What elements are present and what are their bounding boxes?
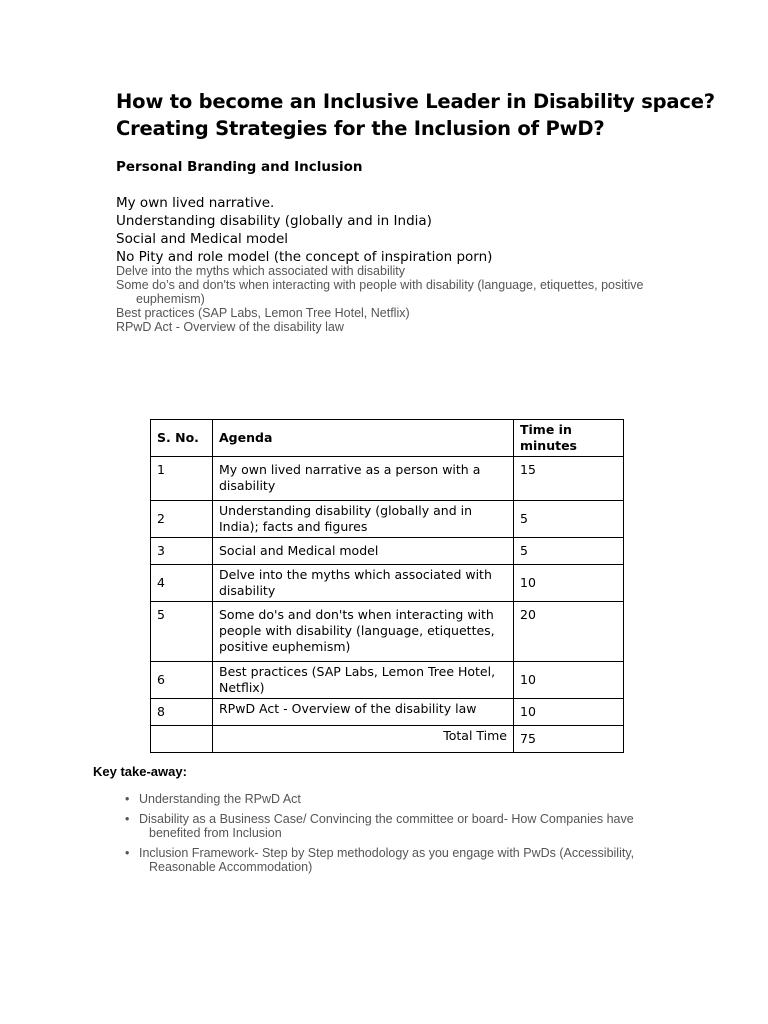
agenda-cell: RPwD Act - Overview of the disability law bbox=[213, 699, 514, 726]
time-cell: 10 bbox=[514, 662, 624, 699]
time-cell: 10 bbox=[514, 565, 624, 602]
table-row bbox=[151, 457, 624, 501]
agenda-table bbox=[150, 419, 624, 753]
serial-cell: 2 bbox=[151, 501, 213, 538]
takeaway-text: Understanding the RPwD Act bbox=[139, 792, 301, 806]
topic-sub-item: Best practices (SAP Labs, Lemon Tree Hotel, Netflix) bbox=[116, 306, 410, 320]
table-row bbox=[151, 538, 624, 565]
takeaway-item bbox=[125, 792, 685, 806]
takeaway-item bbox=[125, 812, 685, 840]
takeaway-item bbox=[125, 846, 685, 874]
topic-item: No Pity and role model (the concept of inspiration porn) bbox=[116, 249, 493, 265]
serial-cell: 3 bbox=[151, 538, 213, 565]
takeaway-text: Disability as a Business Case/ Convincing the committee or board- How Companies have benefited from Inclusion bbox=[139, 812, 634, 840]
table-row bbox=[151, 501, 624, 538]
table-row bbox=[151, 565, 624, 602]
header-serial-no: S. No. bbox=[151, 420, 213, 457]
topics-main-list bbox=[116, 194, 492, 266]
agenda-cell: Delve into the myths which associated with disability bbox=[213, 565, 514, 602]
table-row bbox=[151, 602, 624, 662]
bullet-icon: • bbox=[125, 846, 130, 860]
topics-sub-list bbox=[116, 264, 676, 334]
topic-sub-item: Some do’s and don'ts when interacting with people with disability (language, etiquettes, positive euphemism) bbox=[116, 278, 644, 306]
takeaway-list bbox=[125, 792, 685, 880]
time-cell: 20 bbox=[514, 602, 624, 662]
table-header-row bbox=[151, 420, 624, 457]
table-total-row bbox=[151, 726, 624, 753]
topic-sub-item: Delve into the myths which associated with disability bbox=[116, 264, 406, 278]
total-label: Total Time bbox=[213, 726, 514, 753]
title-line-1: How to become an Inclusive Leader in Disability space? bbox=[116, 90, 715, 113]
agenda-cell: Some do's and don'ts when interacting with people with disability (language, etiquettes, positive euphemism) bbox=[213, 602, 514, 662]
table-row bbox=[151, 699, 624, 726]
title-line-2: Creating Strategies for the Inclusion of PwD? bbox=[116, 117, 605, 140]
topic-item: My own lived narrative. bbox=[116, 195, 275, 211]
time-cell: 5 bbox=[514, 538, 624, 565]
topic-item: Social and Medical model bbox=[116, 231, 289, 247]
total-value: 75 bbox=[514, 726, 624, 753]
serial-cell: 6 bbox=[151, 662, 213, 699]
serial-cell: 5 bbox=[151, 602, 213, 662]
header-agenda: Agenda bbox=[213, 420, 514, 457]
header-time: Time in minutes bbox=[514, 420, 624, 457]
serial-cell: 1 bbox=[151, 457, 213, 501]
takeaway-heading: Key take-away: bbox=[93, 764, 187, 779]
table-row bbox=[151, 662, 624, 699]
bullet-icon: • bbox=[125, 792, 130, 806]
time-cell: 10 bbox=[514, 699, 624, 726]
topic-sub-item: RPwD Act - Overview of the disability law bbox=[116, 320, 344, 334]
agenda-cell: My own lived narrative as a person with a disability bbox=[213, 457, 514, 501]
empty-cell bbox=[151, 726, 213, 753]
agenda-cell: Social and Medical model bbox=[213, 538, 514, 565]
agenda-cell: Understanding disability (globally and in India); facts and figures bbox=[213, 501, 514, 538]
serial-cell: 4 bbox=[151, 565, 213, 602]
agenda-cell: Best practices (SAP Labs, Lemon Tree Hotel, Netflix) bbox=[213, 662, 514, 699]
bullet-icon: • bbox=[125, 812, 130, 826]
takeaway-text: Inclusion Framework- Step by Step methodology as you engage with PwDs (Accessibility, Reasonable Accommodation) bbox=[139, 846, 635, 874]
section-subtitle: Personal Branding and Inclusion bbox=[116, 159, 363, 175]
topic-item: Understanding disability (globally and in India) bbox=[116, 213, 432, 229]
document-title bbox=[116, 88, 715, 142]
time-cell: 5 bbox=[514, 501, 624, 538]
serial-cell: 8 bbox=[151, 699, 213, 726]
time-cell: 15 bbox=[514, 457, 624, 501]
